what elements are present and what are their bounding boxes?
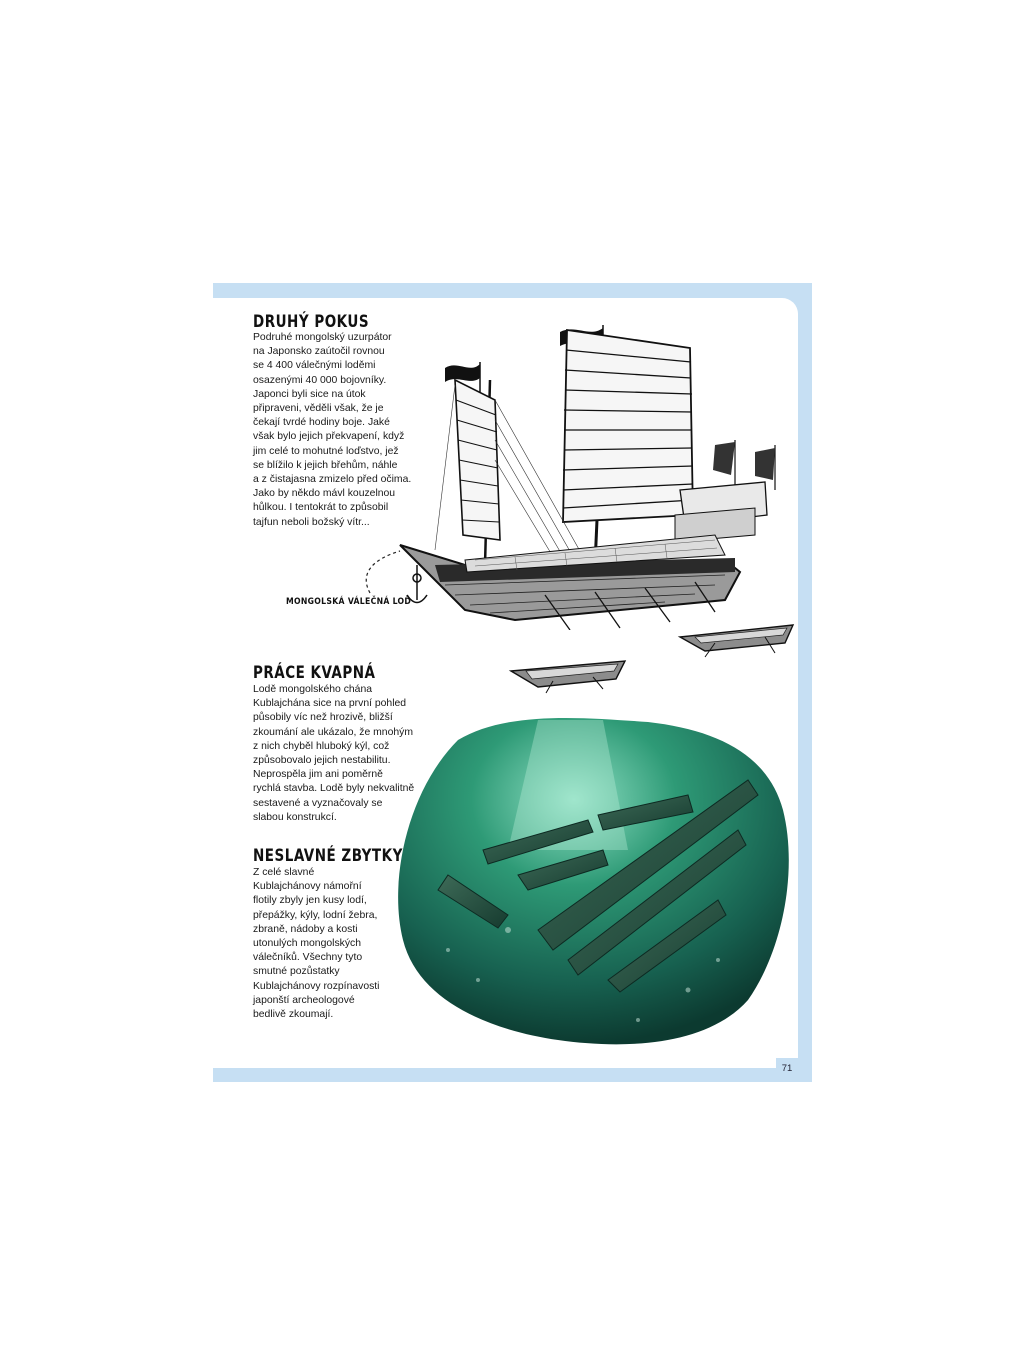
text-line: Kublajchánovy rozpínavosti bbox=[253, 980, 380, 992]
text-line: Japonci byli sice na útok bbox=[253, 388, 366, 400]
paragraph-neslavne-zbytky bbox=[253, 866, 380, 1022]
heading-druhy-pokus: DRUHÝ POKUS bbox=[253, 311, 370, 332]
text-line: Jako by někdo mávl kouzelnou bbox=[253, 488, 396, 500]
text-line: přepážky, kýly, lodní žebra, bbox=[253, 909, 378, 921]
text-line: slabou konstrukcí. bbox=[253, 811, 337, 823]
text-line: se blížilo k jejich břehům, náhle bbox=[253, 459, 398, 471]
anchor-icon bbox=[407, 565, 427, 603]
text-line: flotily zbyly jen kusy lodí, bbox=[253, 895, 367, 907]
main-sail bbox=[563, 330, 693, 522]
text-line: čekají tvrdé hodiny boje. Jaké bbox=[253, 417, 390, 429]
small-boat-illustration bbox=[508, 655, 633, 695]
text-line: se 4 400 válečnými loděmi bbox=[253, 360, 376, 372]
fore-sail bbox=[455, 380, 500, 540]
mongol-warship-illustration bbox=[395, 310, 805, 630]
page-number-box bbox=[776, 1058, 798, 1080]
text-line: hůlkou. I tentokrát to způsobil bbox=[253, 502, 389, 514]
text-line: Kublajchána sice na první pohled bbox=[253, 698, 407, 710]
text-line: na Japonsko zaútočil rovnou bbox=[253, 346, 385, 358]
text-line: způsobovalo jejich nestabilitu. bbox=[253, 755, 391, 767]
heading-prace-kvapna: PRÁCE KVAPNÁ bbox=[253, 662, 376, 683]
text-line: z nich chyběl hluboký kýl, což bbox=[253, 740, 390, 752]
text-line: sestavené a vyznačovaly se bbox=[253, 797, 383, 809]
text-line: bedlivě zkoumají. bbox=[253, 1009, 334, 1021]
text-line: zkoumání ale ukázalo, že mnohým bbox=[253, 726, 413, 738]
text-line: tajfun neboli božský vítr... bbox=[253, 516, 370, 528]
ship-caption: MONGOLSKÁ VÁLEČNÁ LOĎ bbox=[286, 597, 412, 607]
text-line: válečníků. Všechny tyto bbox=[253, 952, 363, 964]
text-line: smutné pozůstatky bbox=[253, 966, 340, 978]
text-line: působily víc než hrozivě, bližší bbox=[253, 712, 393, 724]
paragraph-druhy-pokus bbox=[253, 331, 411, 530]
text-line: však bylo jejich překvapení, když bbox=[253, 431, 405, 443]
text-line: připraveni, věděli však, že je bbox=[253, 403, 384, 415]
small-boat-illustration bbox=[675, 615, 800, 660]
text-line: Lodě mongolského chána bbox=[253, 684, 373, 695]
text-line: jim celé to mohutné loďstvo, jež bbox=[253, 445, 399, 457]
text-line: rychlá stavba. Lodě byly nekvalitně bbox=[253, 783, 415, 795]
page-number: 71 bbox=[781, 1063, 793, 1074]
heading-neslavne-zbytky: NESLAVNÉ ZBYTKY bbox=[253, 845, 403, 866]
text-line: japonští archeologové bbox=[253, 994, 355, 1006]
text-line: Kublajchánovy námořní bbox=[253, 881, 362, 893]
text-line: utonulých mongolských bbox=[253, 938, 362, 950]
text-line: Z celé slavné bbox=[253, 867, 315, 878]
underwater-wreck-illustration bbox=[388, 700, 800, 1055]
text-line: osazenými 40 000 bojovníky. bbox=[253, 374, 387, 386]
text-line: zbraně, nádoby a kosti bbox=[253, 923, 358, 935]
text-line: a z čistajasna zmizelo před očima. bbox=[253, 474, 412, 486]
text-line: Neprospěla jim ani poměrně bbox=[253, 769, 383, 781]
text-line: Podruhé mongolský uzurpátor bbox=[253, 332, 392, 343]
